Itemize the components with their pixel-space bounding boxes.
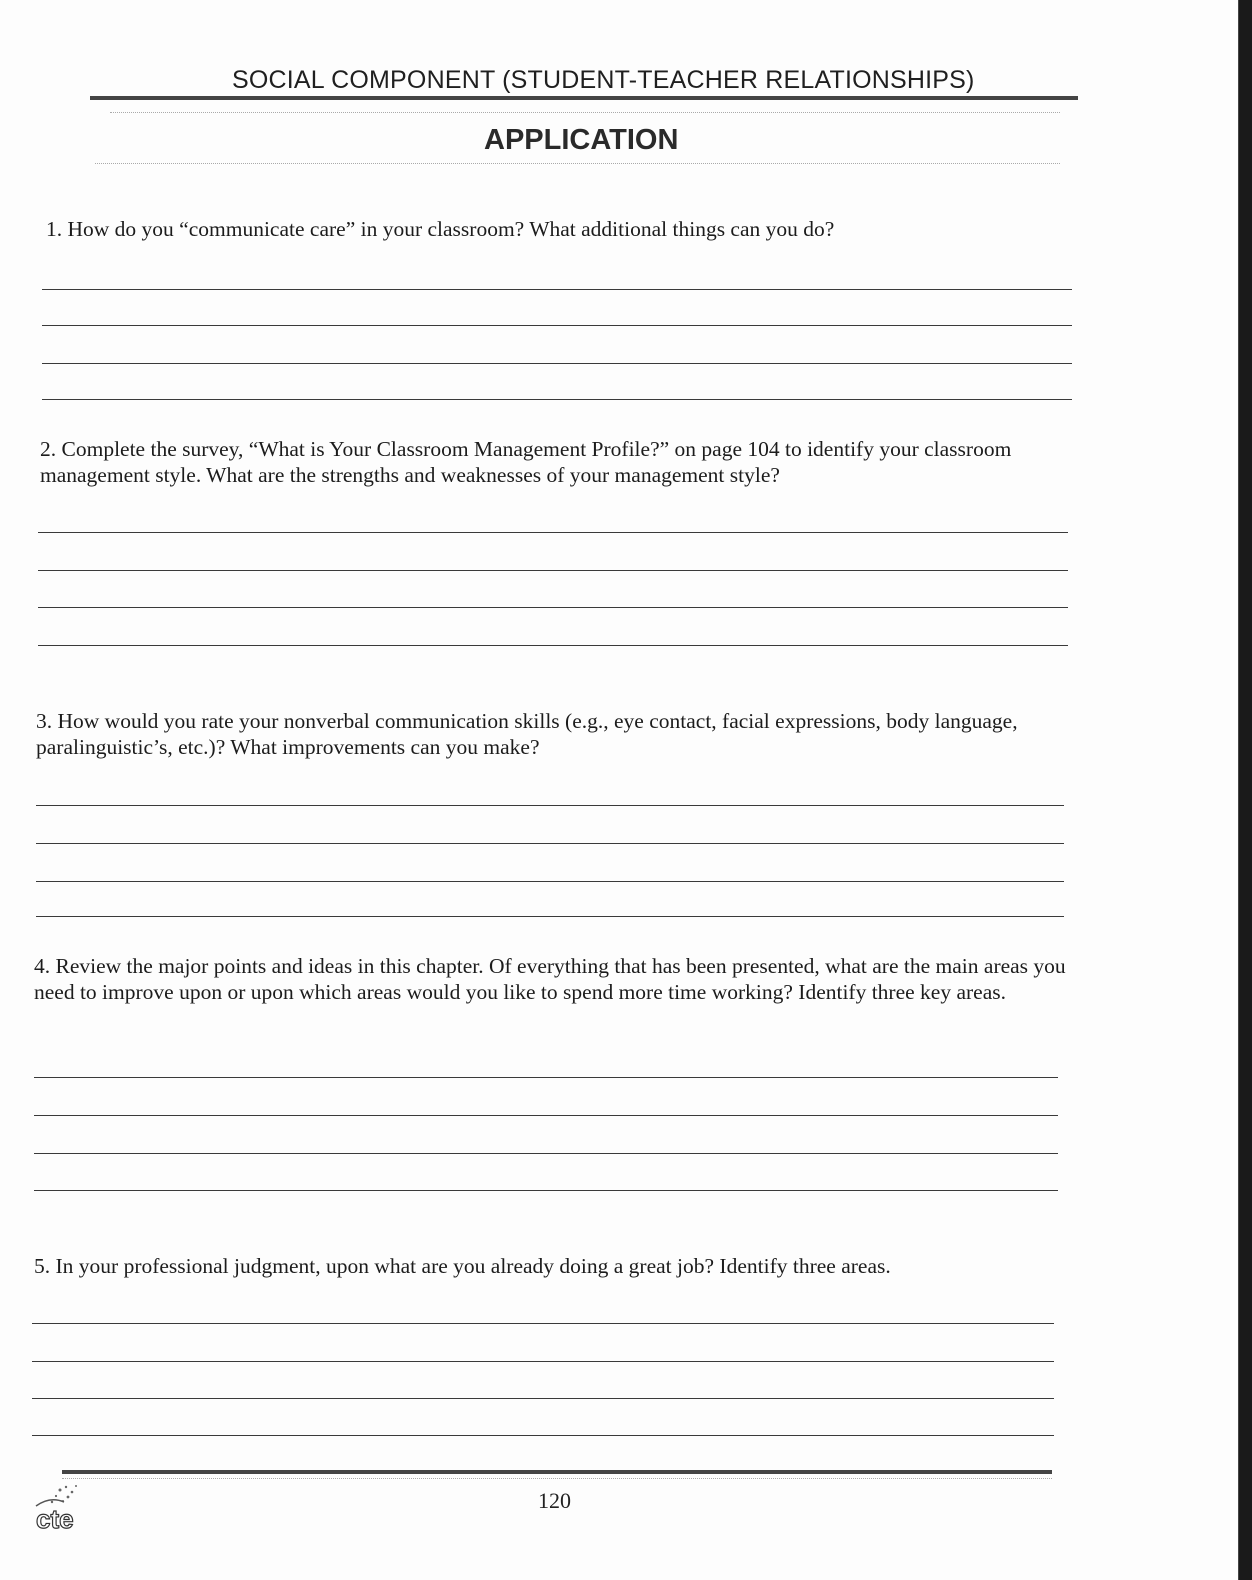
question-5: 5. In your professional judgment, upon what are you already doing a great job? Identify three areas. <box>34 1254 891 1278</box>
answer-line[interactable] <box>36 805 1064 806</box>
answer-line[interactable] <box>38 532 1068 533</box>
answer-line[interactable] <box>38 570 1068 571</box>
answer-line[interactable] <box>32 1323 1054 1324</box>
answer-line[interactable] <box>32 1398 1054 1399</box>
answer-line[interactable] <box>36 881 1064 882</box>
question-4: 4. Review the major points and ideas in this chapter. Of everything that has been presented, what are the main areas you need to improve upon or upon which areas would you like to spend more time working? Identify three key areas. <box>34 954 1066 1004</box>
footer-dotted-rule <box>62 1478 1052 1479</box>
section-title: APPLICATION <box>484 124 679 156</box>
cte-logo-icon <box>30 1478 94 1538</box>
answer-line[interactable] <box>42 399 1072 400</box>
question-2: 2. Complete the survey, “What is Your Classroom Management Profile?” on page 104 to identify your classroom management style. What are the strengths and weaknesses of your management style? <box>40 437 1012 487</box>
answer-line[interactable] <box>32 1361 1054 1362</box>
answer-line[interactable] <box>42 289 1072 290</box>
answer-line[interactable] <box>34 1077 1058 1078</box>
answer-line[interactable] <box>42 325 1072 326</box>
header-dotted-rule <box>110 112 1060 113</box>
answer-line[interactable] <box>34 1115 1058 1116</box>
question-3: 3. How would you rate your nonverbal communication skills (e.g., eye contact, facial expressions, body language, paralinguistic’s, etc.)? What improvements can you make? <box>36 709 1018 759</box>
answer-line[interactable] <box>38 645 1068 646</box>
answer-line[interactable] <box>36 843 1064 844</box>
answer-line[interactable] <box>38 607 1068 608</box>
answer-line[interactable] <box>32 1435 1054 1436</box>
question-1: 1. How do you “communicate care” in your classroom? What additional things can you do? <box>46 217 835 241</box>
logo-text: cte <box>36 1504 74 1534</box>
answer-line[interactable] <box>42 363 1072 364</box>
page-header-title: SOCIAL COMPONENT (STUDENT-TEACHER RELATIONSHIPS) <box>232 66 975 94</box>
answer-line[interactable] <box>34 1190 1058 1191</box>
answer-line[interactable] <box>34 1153 1058 1154</box>
section-dotted-rule <box>95 163 1060 164</box>
answer-line[interactable] <box>36 916 1064 917</box>
header-rule <box>90 96 1078 100</box>
cte-logo <box>30 1478 94 1538</box>
page-number: 120 <box>538 1488 571 1513</box>
footer-rule <box>62 1470 1052 1474</box>
